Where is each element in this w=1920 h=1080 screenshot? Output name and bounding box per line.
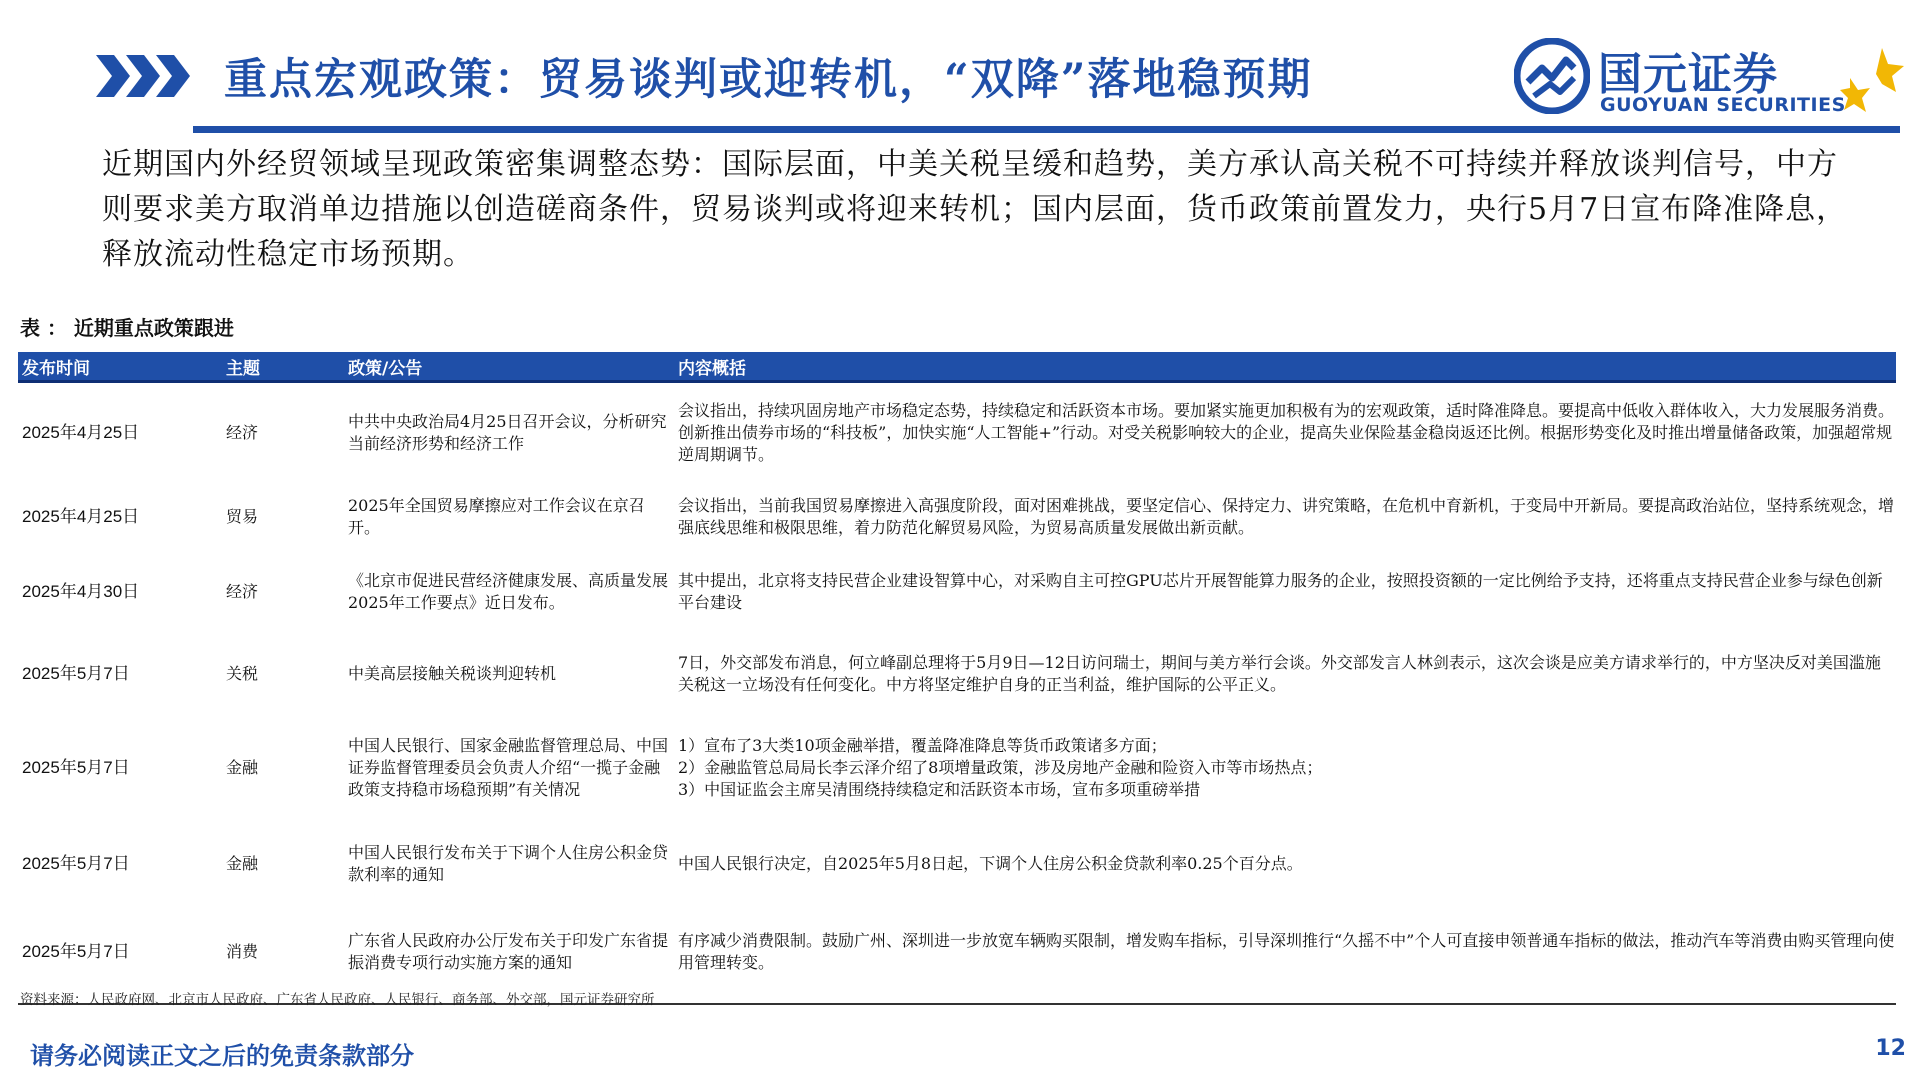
row-topic: 金融: [226, 854, 259, 873]
logo-english-name: GUOYUAN SECURITIES: [1600, 94, 1846, 116]
table-row: [18, 551, 1896, 633]
intro-paragraph: 近期国内外经贸领域呈现政策密集调整态势：国际层面，中美关税呈缓和趋势，美方承认高关税不可持续并释放谈判信号，中方则要求美方取消单边措施以创造磋商条件，贸易谈判或将迎来转机；国内层面，货币政策前置发力，央行5月7日宣布降准降息，释放流动性稳定市场预期。: [102, 147, 1848, 272]
row-date: 2025年5月7日: [22, 758, 130, 777]
row-policy: 中国人民银行发布关于下调个人住房公积金贷款利率的通知: [348, 843, 669, 884]
row-topic: 贸易: [226, 507, 259, 526]
row-date: 2025年4月30日: [22, 582, 140, 601]
content-line: 2）金融监管总局局长李云泽介绍了8项增量政策，涉及房地产金融和险资入市等市场热点；: [678, 758, 1323, 777]
chevron-arrows-icon: [96, 55, 196, 97]
source-note: 资料来源：人民政府网、北京市人民政府、广东省人民政府、人民银行、商务部、外交部，国元证券研究所: [20, 992, 655, 1008]
row-topic: 经济: [226, 423, 259, 442]
row-date: 2025年5月7日: [22, 664, 130, 683]
row-date: 2025年4月25日: [22, 423, 140, 442]
row-content: 会议指出，持续巩固房地产市场稳定态势，持续稳定和活跃资本市场。要加紧实施更加积极有为的宏观政策，适时降准降息。要提高中低收入群体收入，大力发展服务消费。创新推出债券市场的“科技板”，加快实施“人工智能+”行动。对受关税影响较大的企业，提高失业保险基金稳岗返还比例。根据形势变化及时推出增量储备政策，加强超常规逆周期调节。: [678, 401, 1895, 464]
row-policy: 中共中央政治局4月25日召开会议，分析研究当前经济形势和经济工作: [348, 412, 667, 453]
row-content: [674, 735, 1896, 801]
table-header: [18, 352, 1896, 383]
row-content: 中国人民银行决定，自2025年5月8日起，下调个人住房公积金贷款利率0.25个百分点。: [678, 854, 1303, 873]
page-title: 重点宏观政策：贸易谈判或迎转机，“双降”落地稳预期: [224, 55, 1313, 105]
row-content: 7日，外交部发布消息，何立峰副总理将于5月9日—12日访问瑞士，期间与美方举行会谈。外交部发言人林剑表示，这次会谈是应美方请求举行的，中方坚决反对美国滥施关税这一立场没有任何变化。中方将坚定维护自身的正当利益，维护国际的公平正义。: [678, 653, 1881, 694]
row-policy: 中美高层接触关税谈判迎转机: [348, 664, 557, 683]
header-topic: 主题: [226, 358, 260, 379]
header-policy: 政策/公告: [348, 358, 423, 379]
header-content: 内容概括: [678, 358, 746, 379]
table-row: [18, 821, 1896, 907]
header-date: 发布时间: [22, 358, 90, 379]
table-row: [18, 907, 1896, 997]
table-row: [18, 715, 1896, 821]
page-number: 12: [1875, 1036, 1906, 1061]
company-logo: [1514, 38, 1906, 120]
row-date: 2025年4月25日: [22, 507, 140, 526]
row-policy: 广东省人民政府办公厅发布关于印发广东省提振消费专项行动实施方案的通知: [348, 931, 669, 972]
header-divider: [193, 126, 1900, 133]
content-line: 1）宣布了3大类10项金融举措，覆盖降准降息等货币政策诸多方面；: [678, 736, 1167, 755]
row-content: 会议指出，当前我国贸易摩擦进入高强度阶段，面对困难挑战，要坚定信心、保持定力、讲究策略，在危机中育新机，于变局中开新局。要提高政治站位，坚持系统观念，增强底线思维和极限思维，着力防范化解贸易风险，为贸易高质量发展做出新贡献。: [678, 496, 1895, 537]
logo-chinese-name: 国元证券: [1598, 49, 1778, 100]
row-topic: 经济: [226, 582, 259, 601]
table-row: [18, 633, 1896, 715]
row-content: 其中提出，北京将支持民营企业建设智算中心，对采购自主可控GPU芯片开展智能算力服务的企业，按照投资额的一定比例给予支持，还将重点支持民营企业参与绿色创新平台建设: [678, 571, 1883, 612]
disclaimer-note: 请务必阅读正文之后的免责条款部分: [30, 1042, 414, 1070]
table-row: [18, 383, 1896, 483]
row-content: 有序减少消费限制。鼓励广州、深圳进一步放宽车辆购买限制，增发购车指标，引导深圳推行“久摇不中”个人可直接申领普通车指标的做法，推动汽车等消费由购买管理向使用管理转变。: [678, 931, 1895, 972]
policy-table: [18, 352, 1896, 1005]
table-row: [18, 483, 1896, 551]
row-date: 2025年5月7日: [22, 854, 130, 873]
row-topic: 关税: [226, 664, 259, 683]
table-caption: 表 ： 近期重点政策跟进: [20, 316, 234, 340]
row-date: 2025年5月7日: [22, 942, 130, 961]
row-policy: 2025年全国贸易摩擦应对工作会议在京召开。: [348, 496, 645, 537]
content-line: 3）中国证监会主席吴清围绕持续稳定和活跃资本市场，宣布多项重磅举措: [678, 780, 1201, 799]
gold-star-icon: [1836, 44, 1908, 116]
row-topic: 金融: [226, 758, 259, 777]
row-policy: 《北京市促进民营经济健康发展、高质量发展2025年工作要点》近日发布。: [348, 571, 669, 612]
row-topic: 消费: [226, 942, 259, 961]
row-policy: 中国人民银行、国家金融监督管理总局、中国证券监督管理委员会负责人介绍“一揽子金融政策支持稳市场稳预期”有关情况: [348, 736, 669, 799]
guoyuan-logo-icon: [1514, 38, 1590, 114]
